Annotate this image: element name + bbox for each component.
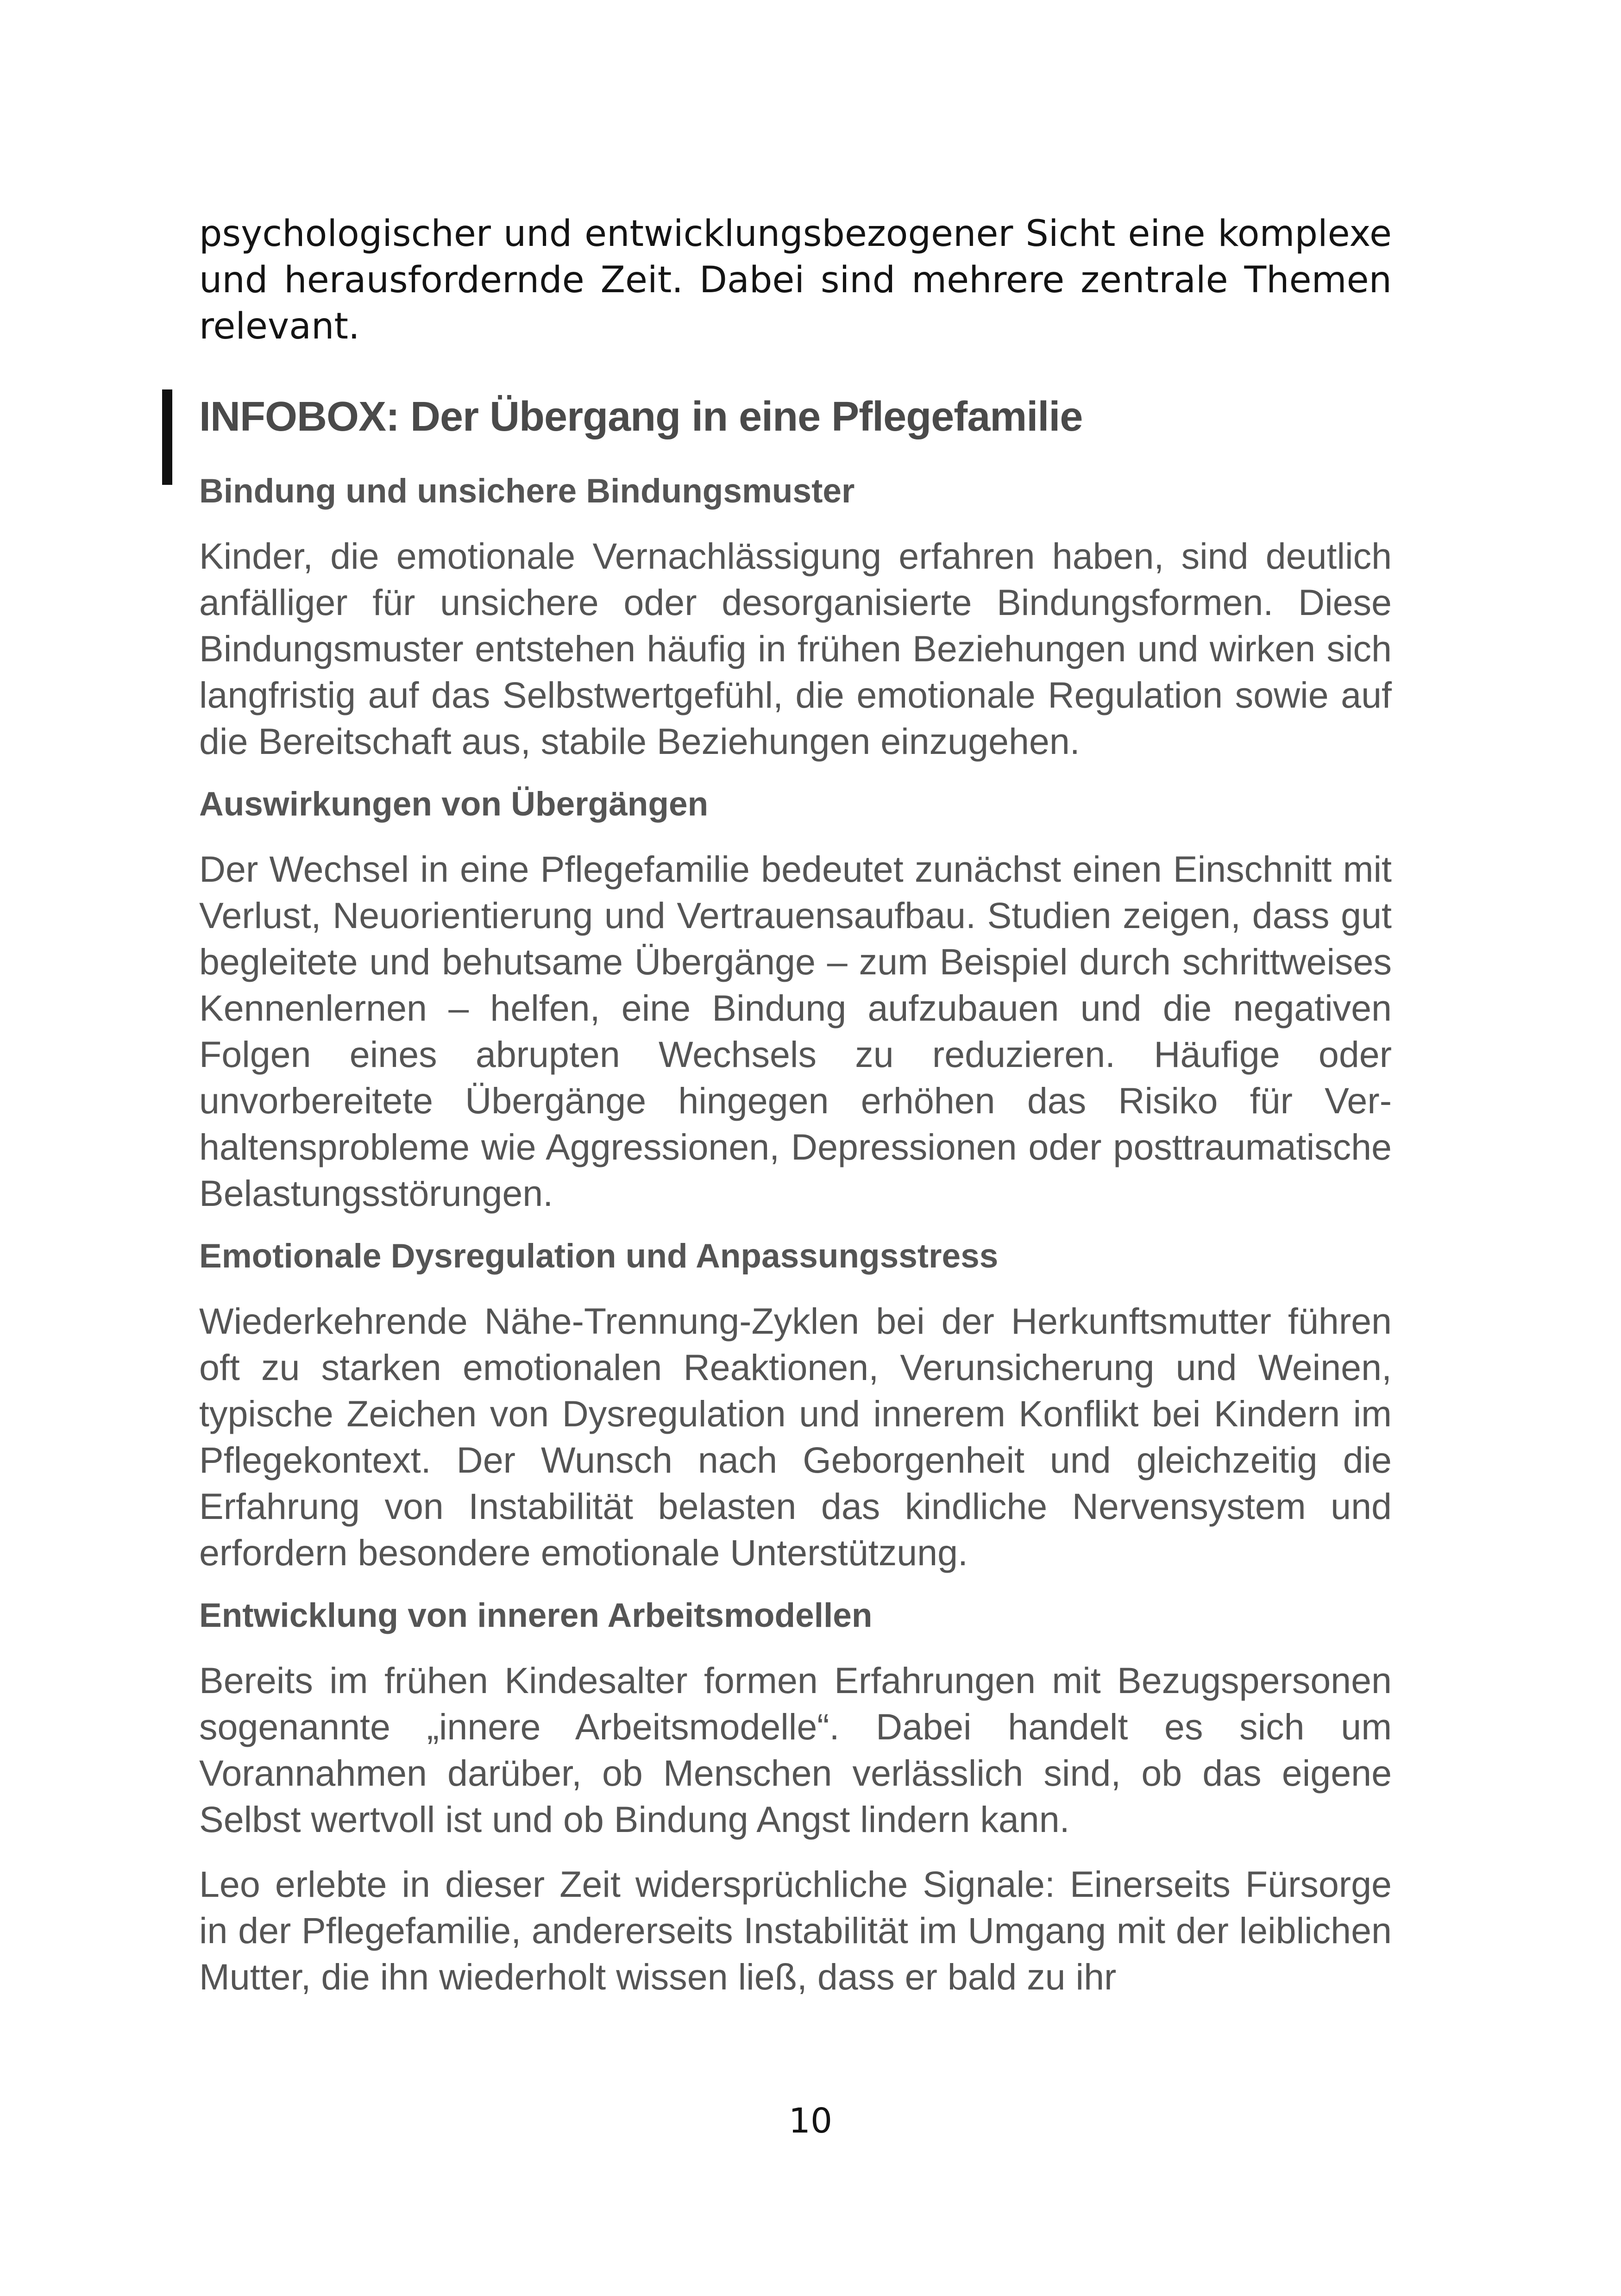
page-content (199, 211, 1392, 2000)
intro-paragraph: psychologischer und entwicklungsbezogener Sicht eine komplexe und herausfordernde Zeit. Dabei sind mehrere zentrale Themen relevant. (199, 213, 1392, 347)
section-heading-uebergaenge: Auswirkungen von Übergängen (199, 785, 709, 823)
section-heading-arbeitsmodelle: Entwicklung von inneren Arbeitsmodellen (199, 1597, 873, 1634)
section-body-arbeitsmodelle: Bereits im frühen Kindesalter formen Erfahrungen mit Bezugspersonen sogenannte „innere Arbeitsmodelle“. Dabei handelt es sich um Vorannahmen darüber, ob Menschen verlässlich sind, ob das eigene Selbst wertvoll ist und ob Bindung Angst lindern kann. (199, 1660, 1392, 1840)
closing-paragraph: Leo erlebte in dieser Zeit widersprüchliche Signale: Einerseits Fürsorge in der Pflegefamilie, andererseits Instabilität im Umgang mit der leiblichen Mutter, die ihn wiederholt wissen ließ, dass er bald zu ihr (199, 1863, 1392, 1997)
section-body-dysregulation: Wiederkehrende Nähe-Trennung-Zyklen bei der Herkunftsmutter führen oft zu starken emotionalen Reaktionen, Verunsicherung und Weinen, typische Zeichen von Dysregulation und innerem Konflikt bei Kindern im Pflegekontext. Der Wunsch nach Geborgenheit und gleichzeitig die Erfahrung von Instabilität belasten das kindliche Nervensystem und erfordern besondere emotionale Unterstützung. (199, 1300, 1392, 1573)
infobox (199, 382, 1392, 1843)
section-heading-bindung: Bindung und unsichere Bindungsmuster (199, 472, 855, 510)
section-body-bindung: Kinder, die emotionale Vernachlässigung erfahren haben, sind deutlich anfälliger für unsichere oder desorganisierte Bindungsformen. Diese Bindungsmuster entstehen häufig in frühen Beziehungen und wirken sich langfristig auf das Selbstwertgefühl, die emotionale Regulation sowie auf die Bereitschaft aus, stabile Beziehungen einzugehen. (199, 535, 1392, 762)
infobox-title: INFOBOX: Der Übergang in eine Pflegefamilie (199, 394, 1083, 440)
infobox-accent-bar (162, 389, 172, 485)
page-number: 10 (788, 2101, 833, 2141)
section-body-uebergaenge: Der Wechsel in eine Pflegefamilie bedeutet zunächst einen Einschnitt mit Verlust, Neuorientierung und Vertrauensaufbau. Studien zeigen, dass gut begleitete und behutsame Übergänge – zum Beispiel durch schrittweises Kennenlernen – helfen, eine Bindung aufzubauen und die negativen Folgen eines abrupten Wechsels zu reduzieren. Häufige oder unvorbereitete Übergänge hingegen erhöhen das Risiko für Verhaltensprobleme wie Aggressionen, Depressionen oder posttraumatische Belastungsstörungen. (199, 848, 1392, 1214)
section-heading-dysregulation: Emotionale Dysregulation und Anpassungsstress (199, 1237, 999, 1275)
